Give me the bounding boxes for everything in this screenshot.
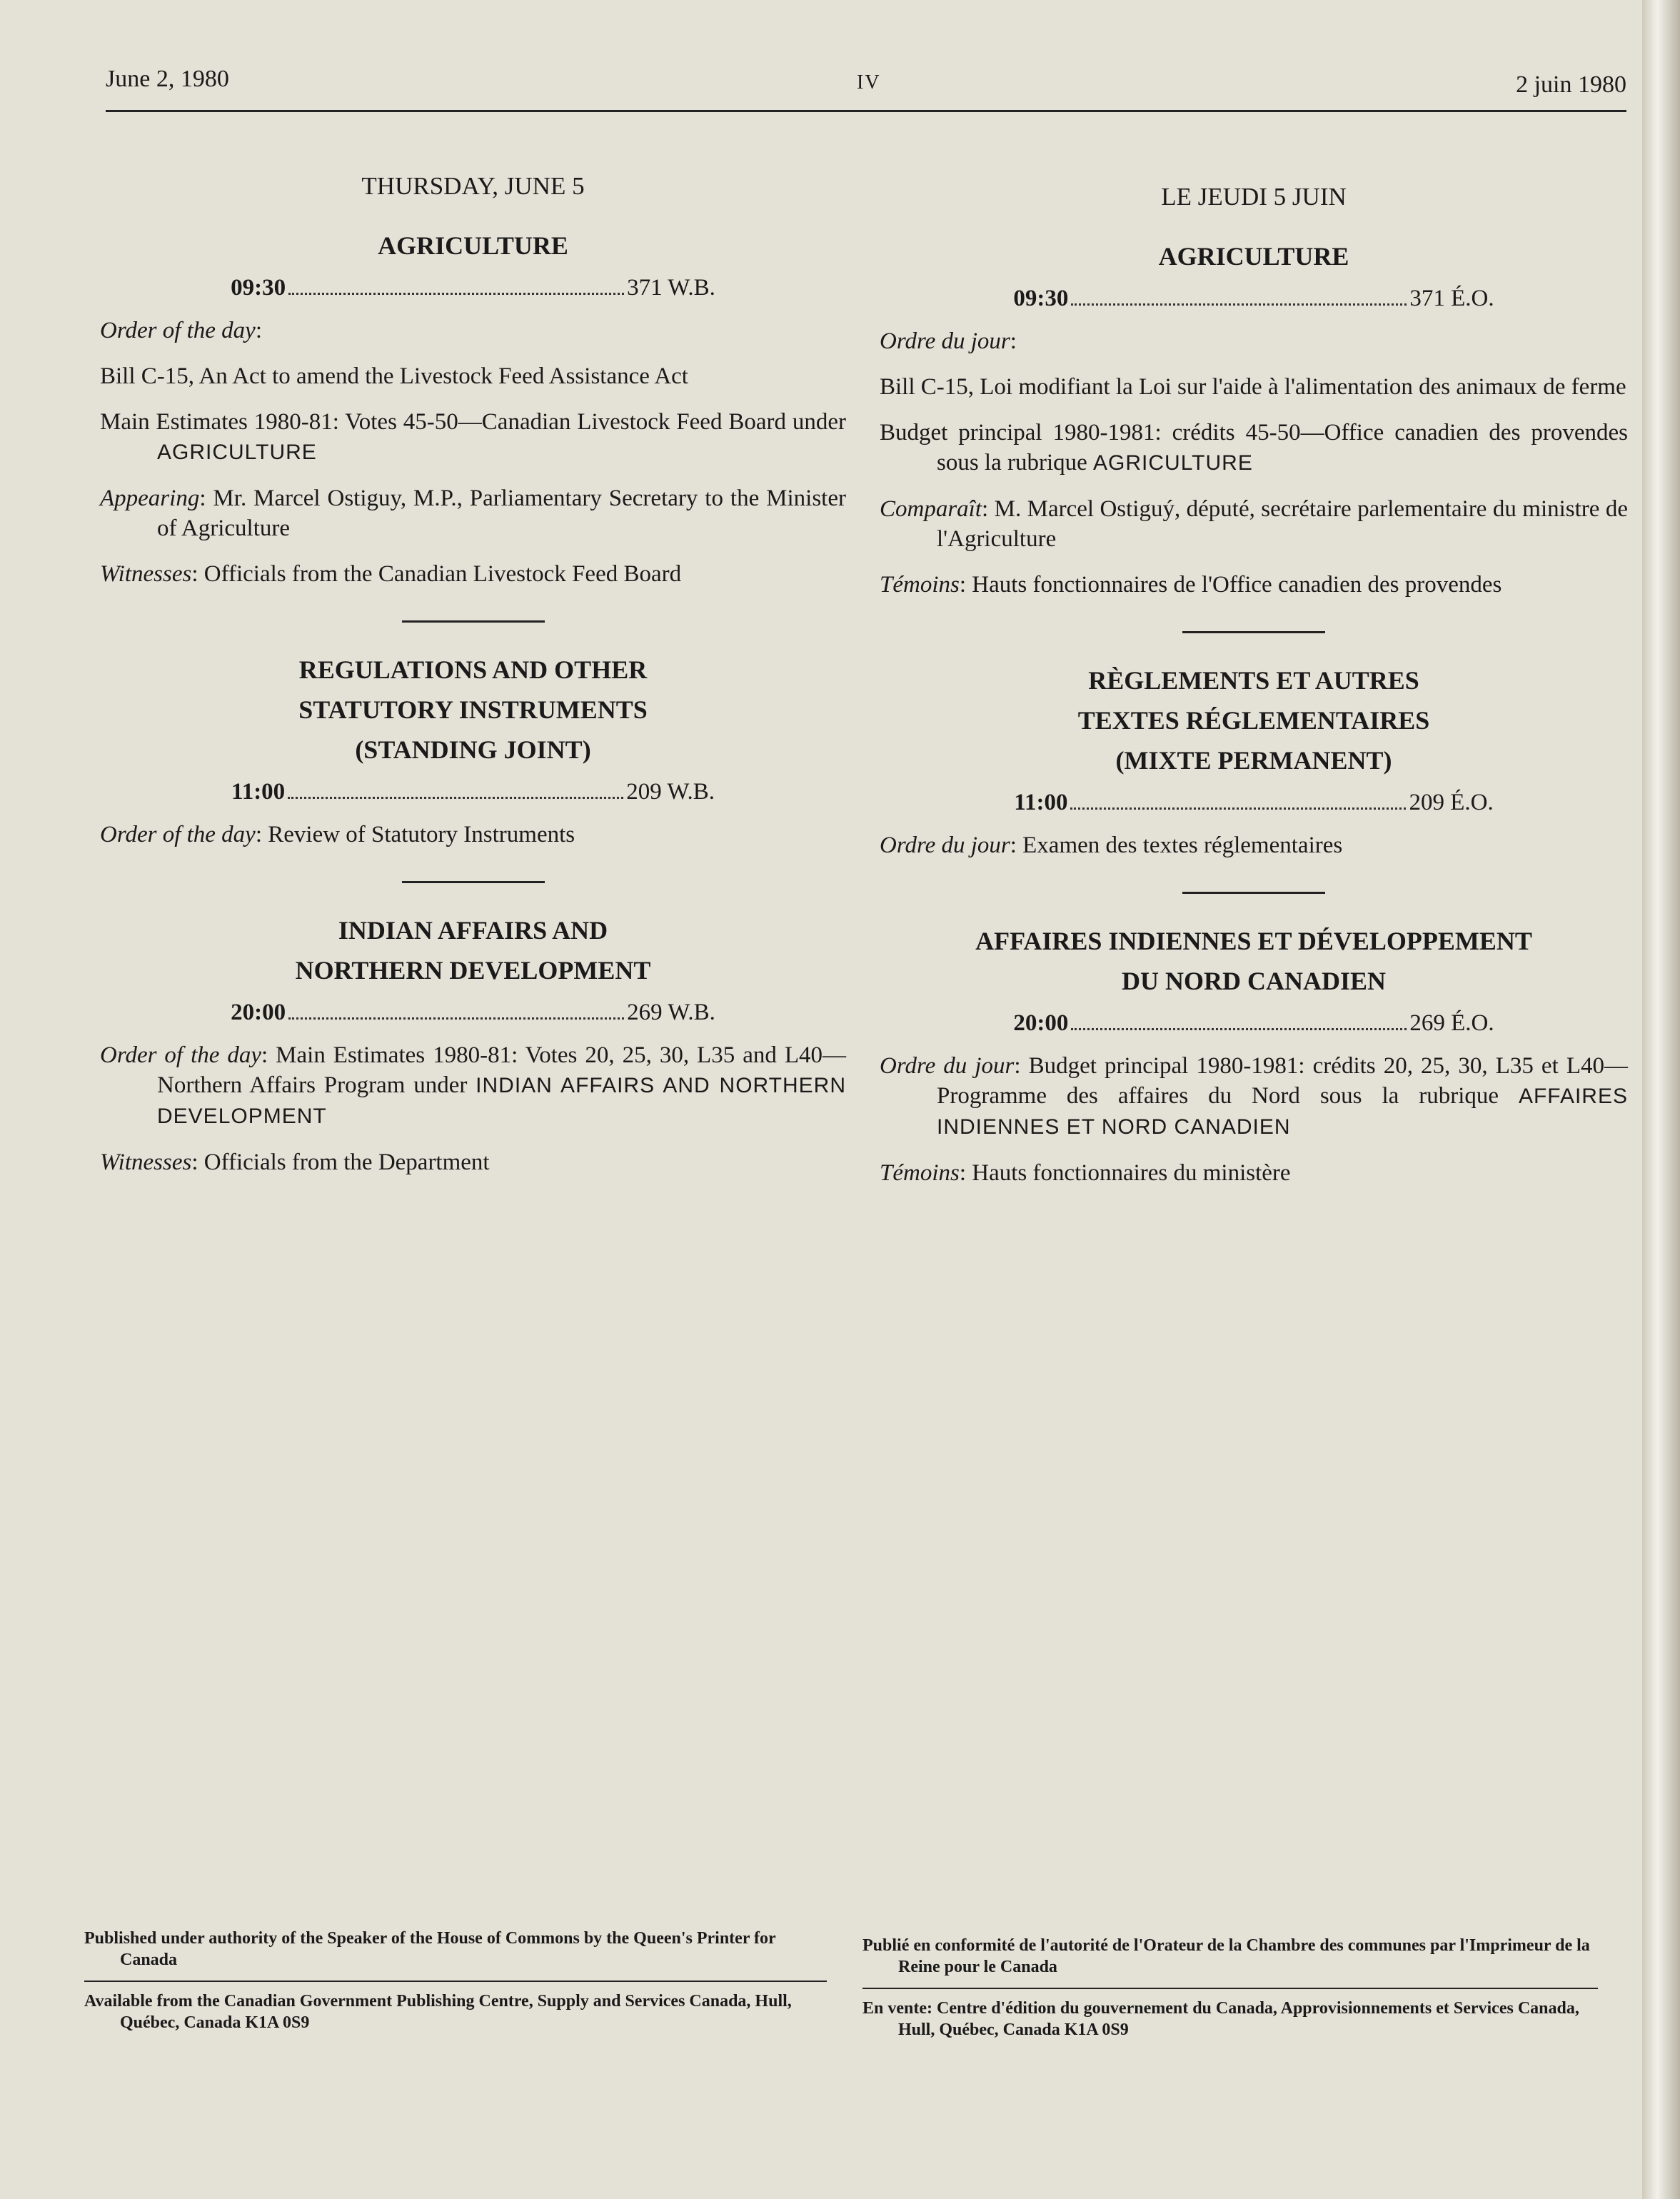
committee-title-line: NORTHERN DEVELOPMENT (295, 956, 651, 985)
page-number: IV (857, 71, 881, 94)
header-date-en: June 2, 1980 (106, 66, 229, 92)
meeting-time-room (100, 777, 846, 807)
order-label: Order of the day (100, 1042, 262, 1068)
committee-title: AGRICULTURE (378, 231, 568, 260)
meeting-time-room (100, 273, 846, 303)
order-label: Ordre du jour (880, 832, 1010, 858)
witnesses-item (100, 1147, 846, 1177)
meeting-room: 371 É.O. (1409, 286, 1494, 311)
order-text-caps: AFFAIRES INDIENNES ET NORD CANADIEN (937, 1085, 1628, 1139)
leader-dots (288, 778, 623, 799)
appearing-item (100, 483, 846, 543)
committee-title-line: AFFAIRES INDIENNES ET DÉVELOPPEMENT (975, 927, 1532, 955)
committee-title: AGRICULTURE (1158, 242, 1349, 271)
meeting-room: 209 É.O. (1409, 790, 1494, 815)
page-binding-edge (1642, 0, 1680, 2199)
committee-title-line: REGULATIONS AND OTHER (298, 655, 648, 684)
witnesses-text: : Officials from the Canadian Livestock Feed Board (191, 561, 682, 587)
footer-english (84, 1928, 827, 2033)
agenda-text: Budget principal 1980-1981: crédits 45-50—Office canadien des provendes sous la rubrique (880, 420, 1628, 475)
order-label: Ordre du jour (880, 328, 1010, 354)
meeting-day: THURSDAY, JUNE 5 (361, 172, 585, 200)
availability-notice: En vente: Centre d'édition du gouvernement du Canada, Approvisionnements et Services Canada, Hull, Québec, Canada K1A 0S9 (862, 1999, 1579, 2039)
meeting-time: 09:30 (1013, 286, 1069, 311)
agenda-text-caps: AGRICULTURE (1093, 451, 1253, 475)
order-text: : Budget principal 1980-1981: crédits 20, 25, 30, L35 et L40—Programme des affaires du Nord sous la rubrique (937, 1053, 1628, 1109)
agenda-text-caps: AGRICULTURE (157, 441, 317, 464)
footer-rule (862, 1988, 1598, 1989)
leader-dots (288, 274, 624, 295)
order-text: : Examen des textes réglementaires (1010, 832, 1343, 858)
meeting-time-room (880, 787, 1628, 817)
meeting-room: 269 W.B. (627, 1000, 715, 1025)
availability-notice: Available from the Canadian Government Publishing Centre, Supply and Services Canada, Hull, Québec, Canada K1A 0S9 (84, 1992, 792, 2032)
agenda-text: Main Estimates 1980-81: Votes 45-50—Canadian Livestock Feed Board under (100, 409, 846, 435)
appearing-item (880, 494, 1628, 554)
french-column (880, 182, 1628, 1204)
appearing-label: Appearing (100, 485, 200, 511)
order-of-day (100, 820, 846, 850)
committee-title-line: STATUTORY INSTRUMENTS (298, 695, 648, 724)
committee-title (880, 660, 1628, 780)
order-label: Order of the day (100, 318, 256, 343)
order-label: Order of the day (100, 822, 256, 847)
witnesses-item (880, 570, 1628, 600)
order-text-caps: INDIAN AFFAIRS AND NORTHERN DEVELOPMENT (157, 1074, 846, 1128)
committee-title-line: INDIAN AFFAIRS AND (338, 916, 608, 945)
witnesses-item (880, 1158, 1628, 1188)
committee-title-line: RÈGLEMENTS ET AUTRES (1088, 666, 1419, 695)
order-of-day (100, 1040, 846, 1132)
separator (402, 881, 545, 883)
leader-dots (1071, 285, 1407, 306)
english-column (100, 171, 846, 1193)
committee-title (100, 650, 846, 770)
witnesses-label: Witnesses (100, 1149, 192, 1175)
separator (402, 620, 545, 623)
witnesses-label: Témoins (880, 1160, 960, 1186)
committee-title (100, 910, 846, 990)
separator (1182, 631, 1325, 633)
meeting-time-room (880, 1008, 1628, 1038)
committee-title-line: (STANDING JOINT) (355, 735, 591, 764)
appearing-text: : M. Marcel Ostiguý, député, secrétaire parlementaire du ministre de l'Agriculture (937, 496, 1628, 552)
witnesses-text: : Officials from the Department (191, 1149, 490, 1175)
footer-rule (84, 1981, 827, 1982)
meeting-day: LE JEUDI 5 JUIN (1161, 183, 1347, 211)
agenda-item (880, 418, 1628, 478)
witnesses-item (100, 559, 846, 589)
meeting-time: 20:00 (1013, 1010, 1069, 1036)
order-of-day (880, 830, 1628, 860)
witnesses-text: : Hauts fonctionnaires du ministère (959, 1160, 1291, 1186)
leader-dots (1071, 1010, 1407, 1030)
order-of-day (880, 1051, 1628, 1142)
meeting-time: 09:30 (231, 275, 286, 301)
order-of-day: Order of the day: (100, 318, 262, 343)
committee-title-line: TEXTES RÉGLEMENTAIRES (1077, 706, 1430, 735)
header-date-fr: 2 juin 1980 (1516, 71, 1626, 98)
meeting-time-room (100, 997, 846, 1027)
order-of-day: Ordre du jour: (880, 328, 1017, 354)
committee-title (880, 921, 1628, 1001)
meeting-room: 269 É.O. (1409, 1010, 1494, 1036)
footer-french (862, 1935, 1598, 2041)
appearing-label: Comparaît (880, 496, 982, 522)
leader-dots (288, 999, 624, 1020)
committee-title-line: DU NORD CANADIEN (1121, 967, 1386, 995)
leader-dots (1070, 789, 1406, 810)
order-label: Ordre du jour (880, 1053, 1015, 1079)
order-text: : Main Estimates 1980-81: Votes 20, 25, 30, L35 and L40—Northern Affairs Program under (157, 1042, 846, 1098)
witnesses-label: Witnesses (100, 561, 192, 587)
meeting-time: 20:00 (231, 1000, 286, 1025)
meeting-time-room (880, 283, 1628, 313)
separator (1182, 892, 1325, 894)
order-text: : Review of Statutory Instruments (255, 822, 575, 847)
agenda-item (100, 407, 846, 468)
page-header (106, 66, 1626, 112)
meeting-time: 11:00 (231, 779, 286, 805)
meeting-room: 209 W.B. (626, 779, 715, 805)
publication-notice: Publié en conformité de l'autorité de l'Orateur de la Chambre des communes par l'Imprimeur de la Reine pour le Canada (862, 1936, 1590, 1976)
publication-notice: Published under authority of the Speaker of the House of Commons by the Queen's Printer for Canada (84, 1929, 776, 1969)
committee-title-line: (MIXTE PERMANENT) (1115, 746, 1392, 775)
witnesses-text: : Hauts fonctionnaires de l'Office canadien des provendes (959, 572, 1502, 598)
appearing-text: : Mr. Marcel Ostiguy, M.P., Parliamentary Secretary to the Minister of Agriculture (157, 485, 846, 541)
witnesses-label: Témoins (880, 572, 960, 598)
meeting-room: 371 W.B. (627, 275, 715, 301)
agenda-item: Bill C-15, Loi modifiant la Loi sur l'aide à l'alimentation des animaux de ferme (880, 374, 1626, 400)
meeting-time: 11:00 (1014, 790, 1068, 815)
agenda-item: Bill C-15, An Act to amend the Livestock Feed Assistance Act (100, 363, 688, 389)
